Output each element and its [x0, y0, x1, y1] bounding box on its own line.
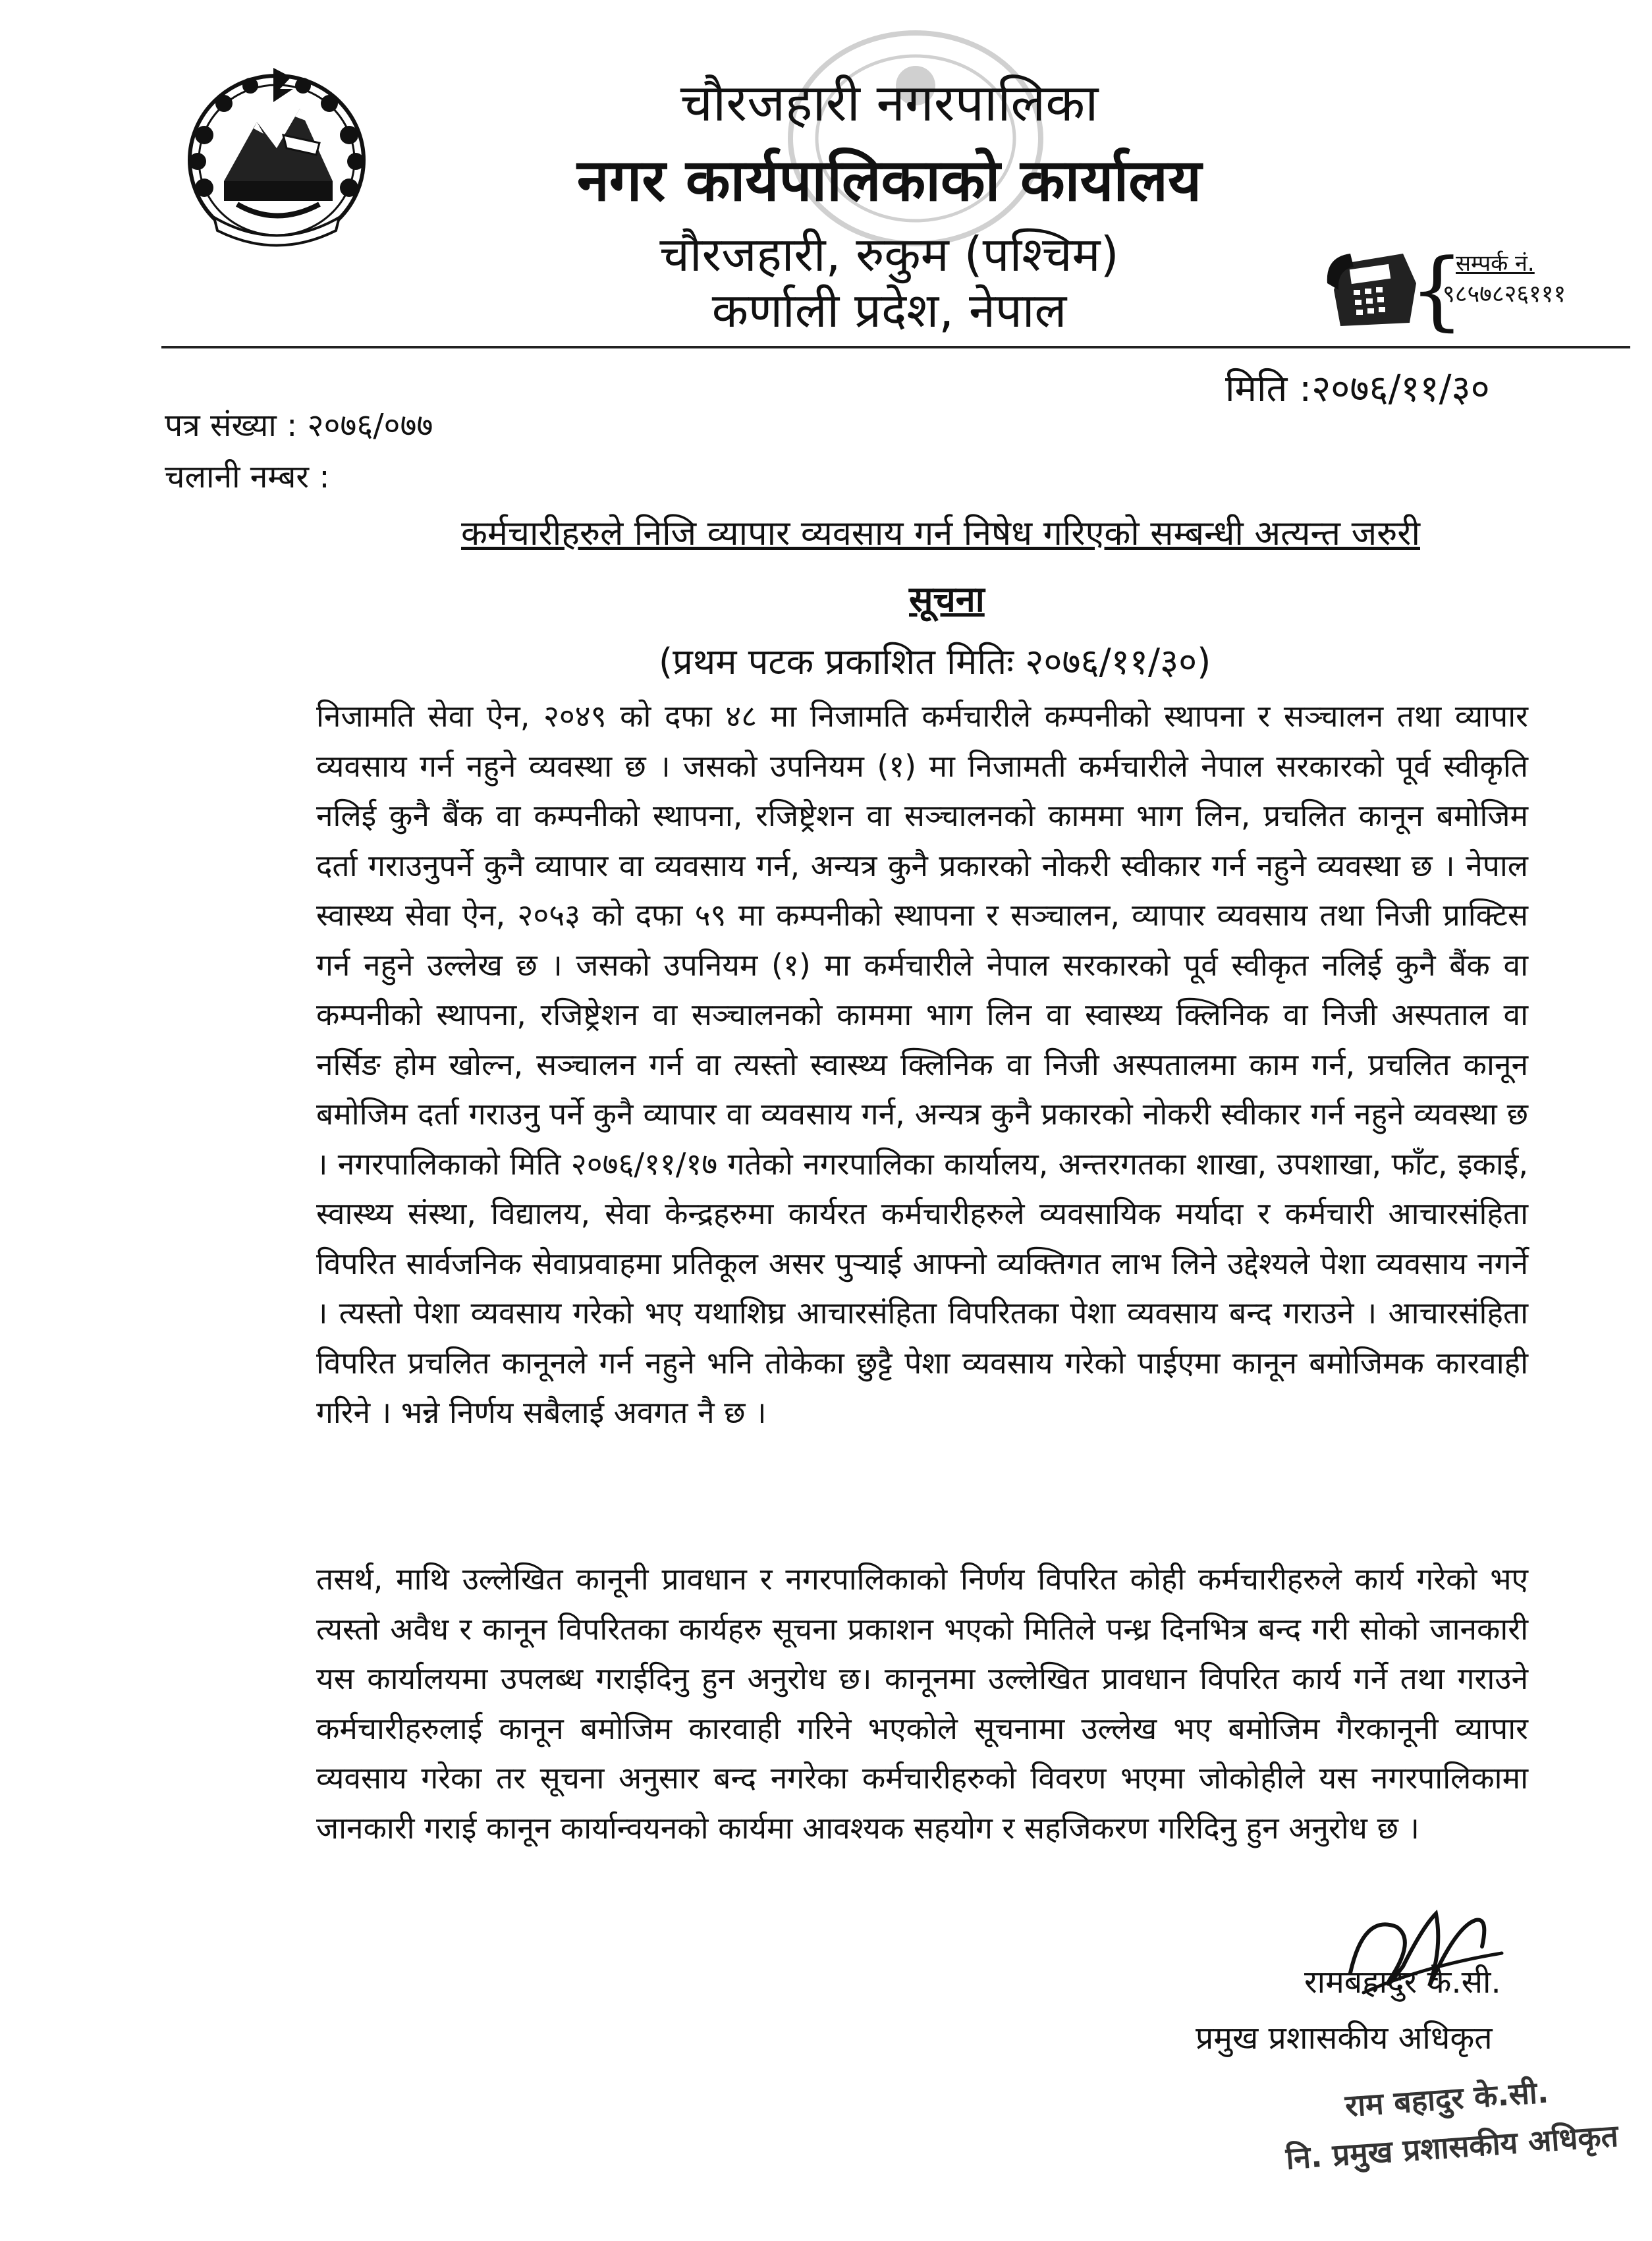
telephone-icon [1324, 244, 1423, 329]
brace-glyph: { [1410, 240, 1464, 340]
header-province: कर्णाली प्रदेश, नेपाल [711, 283, 1067, 338]
header-municipality: चौरजहारी नगरपालिका [680, 74, 1099, 133]
seal-title: नि. प्रमुख प्रशासकीय अधिकृत [1284, 2117, 1620, 2176]
header-divider [161, 346, 1630, 348]
signatory-name: रामबहादुर के.सी. [1304, 1964, 1501, 2001]
letter-number: पत्र संख्या : २०७६/०७७ [165, 407, 433, 444]
header-address: चौरजहारी, रुकुम (पश्चिम) [659, 227, 1119, 282]
notice-title: सूचना [909, 578, 985, 620]
notice-subject: कर्मचारीहरुले निजि व्यापार व्यवसाय गर्न निषेध गरिएको सम्बन्धी अत्यन्त जरुरी [461, 514, 1420, 553]
published-date: (प्रथम पटक प्रकाशित मितिः २०७६/११/३०) [659, 641, 1211, 682]
contact-label: सम्पर्क नं. [1456, 250, 1535, 277]
body-paragraph-1: निजामति सेवा ऐन, २०४९ को दफा ४८ मा निजामति कर्मचारीले कम्पनीको स्थापना र सञ्चालन तथा व्यापार व्यवसाय गर्न नहुने व्यवस्था छ । जसको उपनियम (१) मा निजामती कर्मचारीले नेपाल सरकारको पूर्व स्वीकृति नलिई कुनै बैंक वा कम्पनीको स्थापना, रजिष्ट्रेशन वा सञ्चालनको काममा भाग लिन, प्रचलित कानून बमोजिम दर्ता गराउनुपर्ने कुनै व्यापार वा व्यवसाय गर्न, अन्यत्र कुनै प्रकारको नोकरी स्वीकार गर्न नहुने व्यवस्था छ । नेपाल स्वास्थ्य सेवा ऐन, २०५३ को दफा ५९ मा कम्पनीको स्थापना र सञ्चालन, व्यापार व्यवसाय तथा निजी प्राक्टिस गर्न नहुने उल्लेख छ । जसको उपनियम (१) मा कर्मचारीले नेपाल सरकारको पूर्व स्वीकृत नलिई कुनै बैंक वा कम्पनीको स्थापना, रजिष्ट्रेशन वा सञ्चालनको काममा भाग लिन वा स्वास्थ्य क्लिनिक वा निजी अस्पताल वा नर्सिङ होम खोल्न, सञ्चालन गर्न वा त्यस्तो स्वास्थ्य क्लिनिक वा निजी अस्पतालमा काम गर्न, प्रचलित कानून बमोजिम दर्ता गराउनु पर्ने कुनै व्यापार वा व्यवसाय गर्न, अन्यत्र कुनै प्रकारको नोकरी स्वीकार गर्न नहुने व्यवस्था छ । नगरपालिकाको मिति २०७६/११/१७ गतेको नगरपालिका कार्यालय, अन्तरगतका शाखा, उपशाखा, फाँट, इकाई, स्वास्थ्य संस्था, विद्यालय, सेवा केन्द्रहरुमा कार्यरत कर्मचारीहरुले व्यवसायिक मर्यादा र कर्मचारी आचारसंहिता विपरित सार्वजनिक सेवाप्रवाहमा प्रतिकूल असर पुऱ्याई आफ्नो व्यक्तिगत लाभ लिने उद्देश्यले पेशा व्यवसाय नगर्ने । त्यस्तो पेशा व्यवसाय गरेको भए यथाशिघ्र आचारसंहिता विपरितका पेशा व्यवसाय बन्द गराउने । आचारसंहिता विपरित प्रचलित कानूनले गर्न नहुने भनि तोकेका छुट्टै पेशा व्यवसाय गरेको पाईएमा कानून बमोजिमक कारवाही गरिने । भन्ने निर्णय सबैलाई अवगत नै छ । [316, 698, 1528, 1430]
signatory-title: प्रमुख प्रशासकीय अधिकृत [1196, 2020, 1493, 2057]
nepal-emblem-icon [178, 63, 375, 254]
body-paragraph-2: तसर्थ, माथि उल्लेखित कानूनी प्रावधान र नगरपालिकाको निर्णय विपरित कोही कर्मचारीहरुले कार्य गरेको भए त्यस्तो अवैध र कानून विपरितका कार्यहरु सूचना प्रकाशन भएको मितिले पन्ध्र दिनभित्र बन्द गरी सोको जानकारी यस कार्यालयमा उपलब्ध गराईदिनु हुन अनुरोध छ। कानूनमा उल्लेखित प्रावधान विपरित कार्य गर्ने तथा गराउने कर्मचारीहरुलाई कानून बमोजिम कारवाही गरिने भएकोले सूचनामा उल्लेख भए बमोजिम गैरकानूनी व्यापार व्यवसाय गरेका तर सूचना अनुसार बन्द नगरेका कर्मचारीहरुको विवरण भएमा जोकोहीले यस नगरपालिकामा जानकारी गराई कानून कार्यान्वयनको कार्यमा आवश्यक सहयोग र सहजिकरण गरिदिनु हुन अनुरोध छ । [316, 1561, 1528, 1846]
seal-name: राम बहादुर के.सी. [1344, 2074, 1550, 2124]
letter-date: मिति :२०७६/११/३० [1225, 368, 1490, 410]
dispatch-number: चलानी नम्बर : [165, 458, 330, 495]
contact-number: ९८५७८२६१११ [1443, 281, 1566, 308]
header-office: नगर कार्यपालिकाको कार्यालय [577, 146, 1201, 214]
